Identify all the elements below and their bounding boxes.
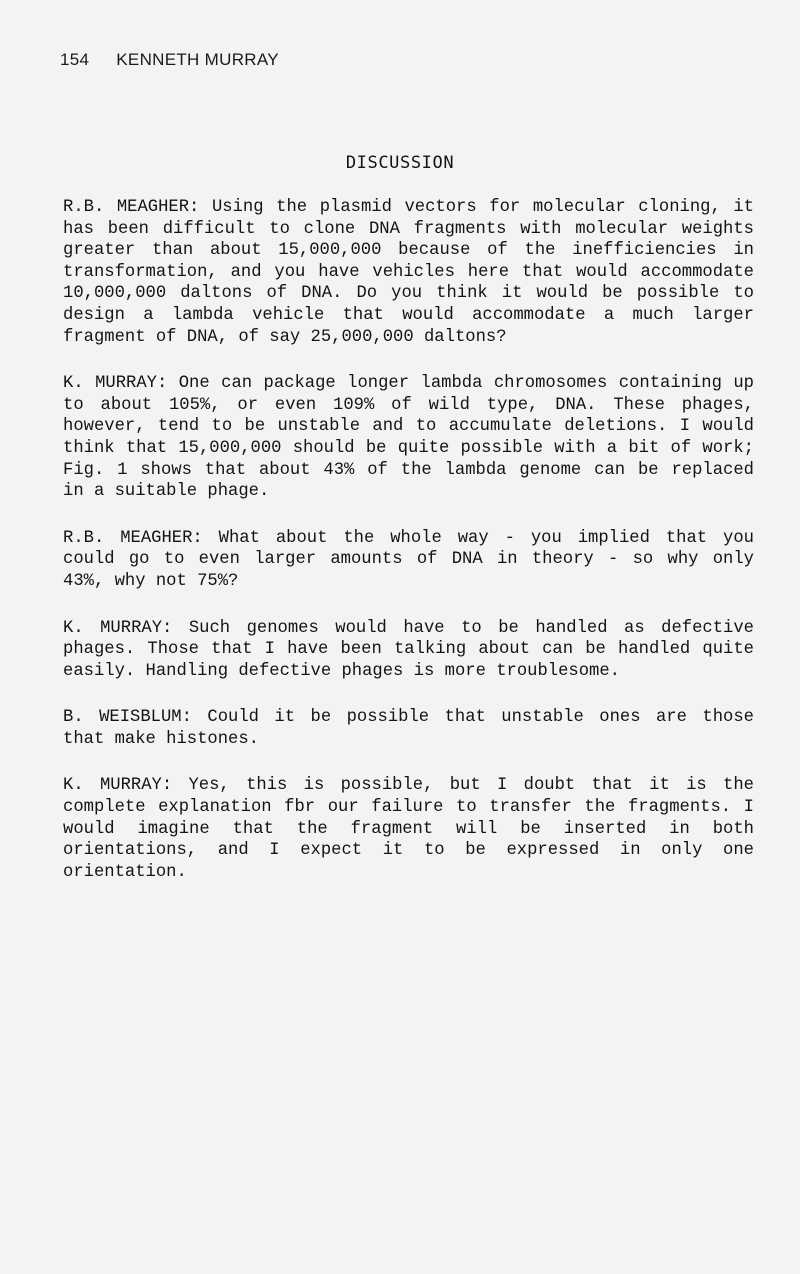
paragraph-text: One can package longer lambda chromosomes containing up to about 105%, or even 109% of wild type, DNA. These phages, however, tend to be unstable and to accumulate deletions. I would think that 15,000,000 should be quite possible with a bit of work; Fig. 1 shows that about 43% of the lambda genome can be replaced in a suitable phage.: [63, 374, 754, 502]
running-header: [60, 50, 279, 70]
speaker-name: K. MURRAY:: [63, 618, 173, 638]
discussion-body: [63, 197, 754, 908]
discussion-paragraph: [63, 707, 754, 750]
speaker-name: K. MURRAY:: [63, 374, 168, 394]
speaker-name: K. MURRAY:: [63, 776, 173, 796]
paragraph-text: Yes, this is possible, but I doubt that it is the complete explanation fbr our failure to transfer the fragments. I would imagine that the fragment will be inserted in both orientations, and I expect it to be expressed in only one orientation.: [63, 776, 754, 882]
paragraph-text: Using the plasmid vectors for molecular cloning, it has been difficult to clone DNA fragments with molecular weights greater than about 15,000,000 because of the inefficiencies in transformation, and you have vehicles here that would accommodate 10,000,000 daltons of DNA. Do you think it would be possible to design a lambda vehicle that would accommodate a much larger fragment of DNA, of say 25,000,000 daltons?: [63, 198, 754, 347]
section-title: DISCUSSION: [345, 153, 455, 173]
paragraph-text: Such genomes would have to be handled as defective phages. Those that I have been talking about can be handled quite easily. Handling defective phages is more troublesome.: [63, 618, 754, 681]
speaker-name: R.B. MEAGHER:: [63, 198, 200, 217]
running-title: KENNETH MURRAY: [116, 50, 279, 69]
speaker-name: R.B. MEAGHER:: [63, 528, 203, 548]
discussion-paragraph: [63, 775, 754, 883]
speaker-name: B. WEISBLUM:: [63, 708, 192, 728]
page-number: 154: [60, 50, 90, 69]
discussion-paragraph: [63, 373, 754, 503]
paragraph-text: What about the whole way - you implied that you could go to even larger amounts of DNA in theory - so why only 43%, why not 75%?: [63, 528, 754, 591]
discussion-paragraph: [63, 528, 754, 593]
discussion-paragraph: [63, 618, 754, 683]
paragraph-text: Could it be possible that unstable ones are those that make histones.: [63, 708, 754, 749]
discussion-paragraph: [63, 197, 754, 348]
